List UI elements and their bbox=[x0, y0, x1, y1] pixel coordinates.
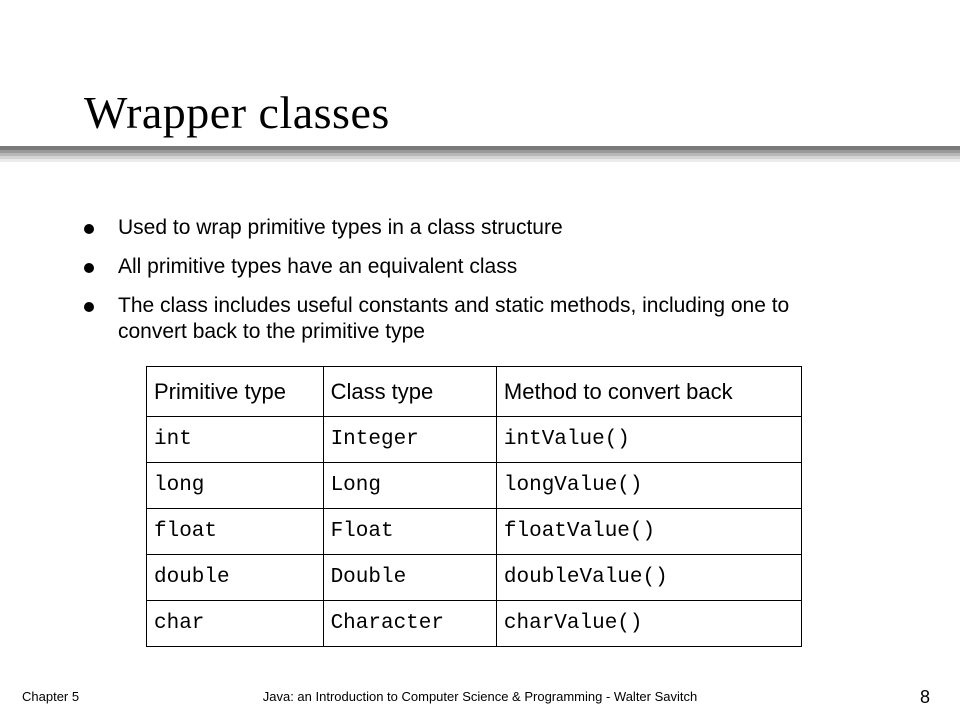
primitive-type-cell: double bbox=[147, 555, 324, 601]
bullet-list bbox=[82, 215, 842, 358]
class-type-cell: Integer bbox=[323, 417, 496, 463]
convert-method-cell: charValue() bbox=[496, 601, 801, 647]
table-row bbox=[147, 601, 802, 647]
page-number: 8 bbox=[920, 687, 931, 707]
bullet-text: The class includes useful constants and static methods, including one to convert back to the primitive type bbox=[118, 294, 790, 343]
table-row bbox=[147, 463, 802, 509]
bullet-dot-icon bbox=[84, 263, 94, 273]
convert-method-cell: longValue() bbox=[496, 463, 801, 509]
convert-method-cell: intValue() bbox=[496, 417, 801, 463]
class-type-cell: Float bbox=[323, 509, 496, 555]
bullet-text: Used to wrap primitive types in a class structure bbox=[118, 216, 563, 239]
title-divider bbox=[0, 146, 960, 166]
divider-band bbox=[0, 159, 960, 162]
primitive-type-cell: char bbox=[147, 601, 324, 647]
primitive-type-cell: float bbox=[147, 509, 324, 555]
bullet-item bbox=[82, 293, 842, 345]
column-header-class-type: Class type bbox=[323, 367, 496, 417]
table-row bbox=[147, 509, 802, 555]
bullet-dot-icon bbox=[84, 224, 94, 234]
bullet-item bbox=[82, 254, 842, 280]
class-type-cell: Double bbox=[323, 555, 496, 601]
table-row bbox=[147, 417, 802, 463]
primitive-type-cell: int bbox=[147, 417, 324, 463]
table-header-row bbox=[147, 367, 802, 417]
convert-method-cell: doubleValue() bbox=[496, 555, 801, 601]
footer-chapter-label: Chapter 5 bbox=[22, 689, 80, 704]
column-header-convert-method: Method to convert back bbox=[496, 367, 801, 417]
primitive-type-cell: long bbox=[147, 463, 324, 509]
footer-course-title: Java: an Introduction to Computer Science & Programming - Walter Savitch bbox=[262, 689, 698, 704]
class-type-cell: Character bbox=[323, 601, 496, 647]
table-row bbox=[147, 555, 802, 601]
class-type-cell: Long bbox=[323, 463, 496, 509]
wrapper-classes-table bbox=[146, 366, 802, 647]
bullet-item bbox=[82, 215, 842, 241]
bullet-dot-icon bbox=[84, 302, 94, 312]
column-header-primitive-type: Primitive type bbox=[147, 367, 324, 417]
convert-method-cell: floatValue() bbox=[496, 509, 801, 555]
bullet-text: All primitive types have an equivalent class bbox=[118, 255, 518, 278]
slide-title: Wrapper classes bbox=[84, 87, 390, 138]
